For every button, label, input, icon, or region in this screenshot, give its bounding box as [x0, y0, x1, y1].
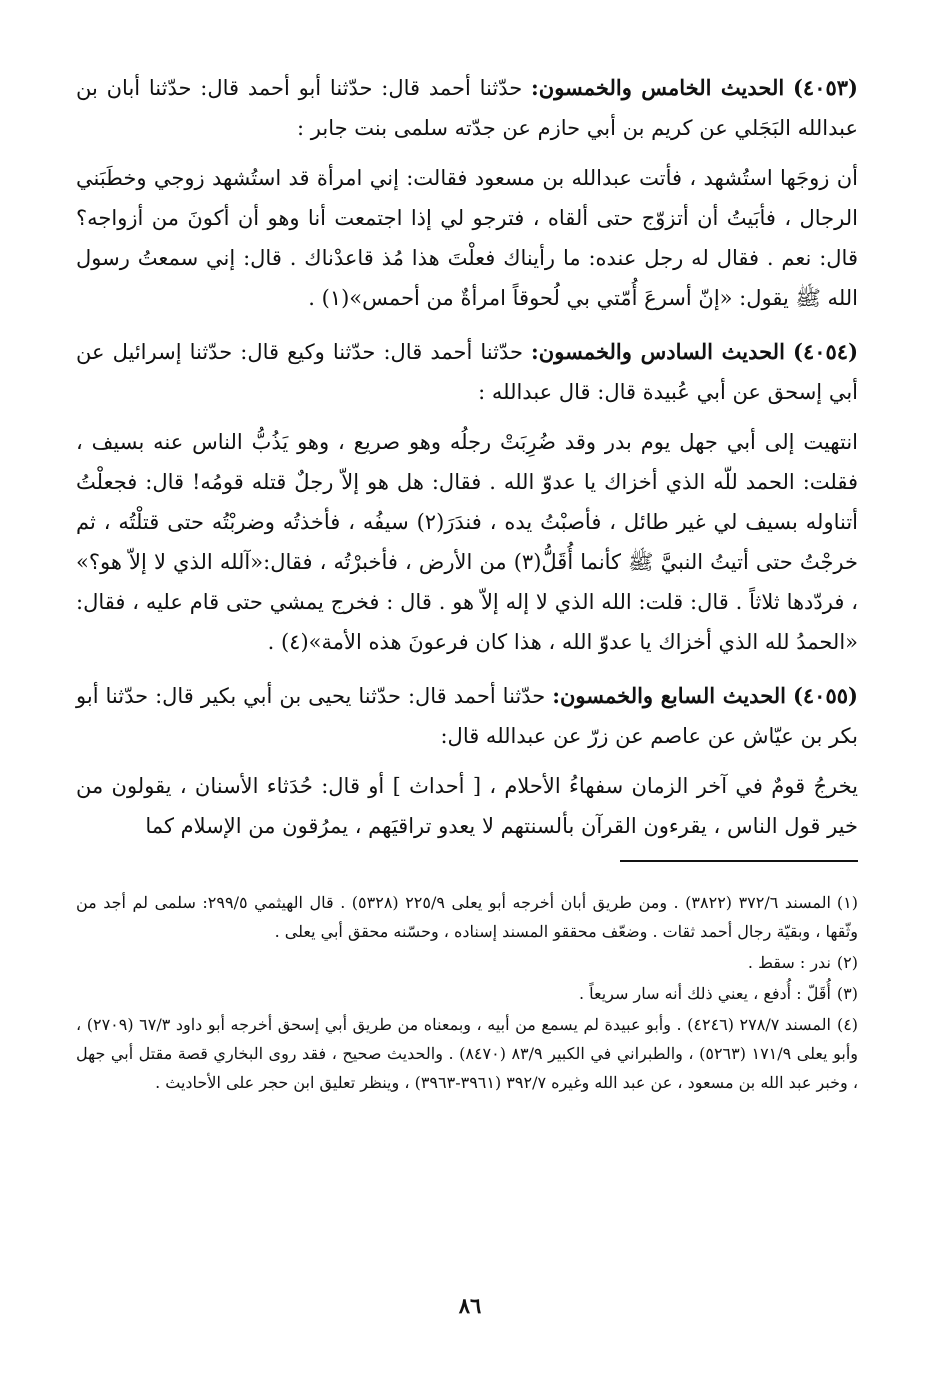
page-number: ٨٦	[458, 1293, 482, 1318]
footnote-1	[76, 888, 858, 946]
hadith-4055	[76, 676, 858, 846]
hadith-matn: يخرجُ قومٌ في آخر الزمان سفهاءُ الأحلام ، [ أحداث ] أو قال: حُدَثاء الأسنان ، يقولون من خير قول الناس ، يقرءون القرآن بألسنتهم لا يعدو تراقيَهم ، يمرُقون من الإسلام كما	[76, 774, 858, 838]
hadith-isnad: حدّثنا أحمد قال: حدّثنا وكيع قال: حدّثنا إسرائيل عن أبي إسحق عن أبي عُبيدة قال: قال عبدالله :	[76, 340, 858, 404]
footnote-3	[76, 979, 858, 1008]
footnote-text: أُقَلّ : أُدفع ، يعني ذلك أنه سار سريعاً .	[578, 984, 831, 1003]
hadith-number: (٤٠٥٤)	[793, 339, 858, 364]
footnote-text: المسند ٢٧٨/٧ (٤٢٤٦) . وأبو عبيدة لم يسمع من أبيه ، وبمعناه من طريق أبي إسحق أخرجه أبو داود ٦٧/٣ (٢٧٠٩) ، وأبو يعلى ١٧١/٩ (٥٢٦٣) ، والطبراني في الكبير ٨٣/٩ (٨٤٧٠) . والحديث صحيح ، فقد روى البخاري قصة مقتل أبي جهل ، وخبر عبد الله بن مسعود ، عن عبد الله وغيره ٣٩٢/٧ (٣٩٦١-٣٩٦٣) ، وينظر تعليق ابن حجر على الأحاديث .	[76, 1015, 858, 1092]
footnote-number: (١)	[836, 893, 859, 912]
footnote-4	[76, 1010, 858, 1097]
hadith-intro	[76, 68, 858, 148]
hadith-number: (٤٠٥٥)	[792, 683, 858, 708]
hadith-title: الحديث السابع والخمسون:	[552, 683, 786, 708]
hadith-4053	[76, 68, 858, 318]
footnote-number: (٤)	[836, 1015, 859, 1034]
hadith-title: الحديث السادس والخمسون:	[531, 339, 785, 364]
hadith-intro	[76, 332, 858, 412]
footnotes	[76, 888, 858, 1097]
hadith-matn: أن زوجَها استُشهد ، فأتت عبدالله بن مسعود فقالت: إني امرأة قد استُشهد زوجي وخطَبَني الرجال ، فأبَيتُ أن أتزوّج حتى ألقاه ، فترجو لي إذا اجتمعت أنا وهو أن أكونَ من أزواجه؟ قال: نعم . فقال له رجل عنده: ما رأيناك فعلْتَ هذا مُذ قاعدْناك . قال: إني سمعتُ رسول الله ﷺ يقول: «إنّ أسرعَ أُمّتي بي لُحوقاً امرأةٌ من أحمس»(١) .	[76, 166, 858, 310]
hadith-number: (٤٠٥٣)	[792, 75, 858, 100]
footnote-text: ندر : سقط .	[747, 953, 831, 972]
hadith-4054	[76, 332, 858, 662]
hadith-matn: انتهيت إلى أبي جهل يوم بدر وقد ضُرِبَتْ رجلُه وهو صريع ، وهو يَذُبُّ الناس عنه بسيف ، فقلت: الحمد للّه الذي أخزاك يا عدوّ الله . فقال: هل هو إلاّ رجلٌ قتله قومُه! قال: فجعلْتُ أتناوله بسيف لي غير طائل ، فأصبْتُ يده ، فندَرَ(٢) سيفُه ، فأخذتُه وضربْتُه حتى قتلْتُه ، ثم خرجْتُ حتى أتيتُ النبيَّ ﷺ كأنما أُقَلُّ(٣) من الأرض ، فأخبرْتُه ، فقال:«آلله الذي لا إلاّ هو؟» ، فردّدها ثلاثاً . قال: قلت: الله الذي لا إله إلاّ هو . قال : فخرج يمشي حتى قام عليه ، فقال: «الحمدُ لله الذي أخزاك يا عدوّ الله ، هذا كان فرعونَ هذه الأمة»(٤) .	[76, 430, 859, 654]
hadith-title: الحديث الخامس والخمسون:	[531, 75, 785, 100]
hadith-isnad: حدّثنا أحمد قال: حدّثنا أبو أحمد قال: حدّثنا أبان بن عبدالله البَجَلي عن كريم بن أبي حازم عن جدّته سلمى بنت جابر :	[76, 76, 858, 140]
footnote-number: (٢)	[836, 953, 858, 972]
footnote-text: المسند ٣٧٢/٦ (٣٨٢٢) . ومن طريق أبان أخرجه أبو يعلى ٢٢٥/٩ (٥٣٢٨) . قال الهيثمي ٢٩٩/٥: سلمى لم أجد من وثّقها ، وبقيّة رجال أحمد ثقات . وضعّف محققو المسند إسناده ، وحسّنه محقق أبي يعلى .	[76, 893, 858, 941]
footnote-number: (٣)	[836, 984, 858, 1003]
hadith-isnad: حدّثنا أحمد قال: حدّثنا يحيى بن أبي بكير قال: حدّثنا أبو بكر بن عيّاش عن عاصم عن زرّ عن عبدالله قال:	[76, 684, 858, 748]
footnote-2	[76, 948, 858, 977]
hadith-intro	[76, 676, 858, 756]
footnote-separator	[620, 860, 858, 862]
